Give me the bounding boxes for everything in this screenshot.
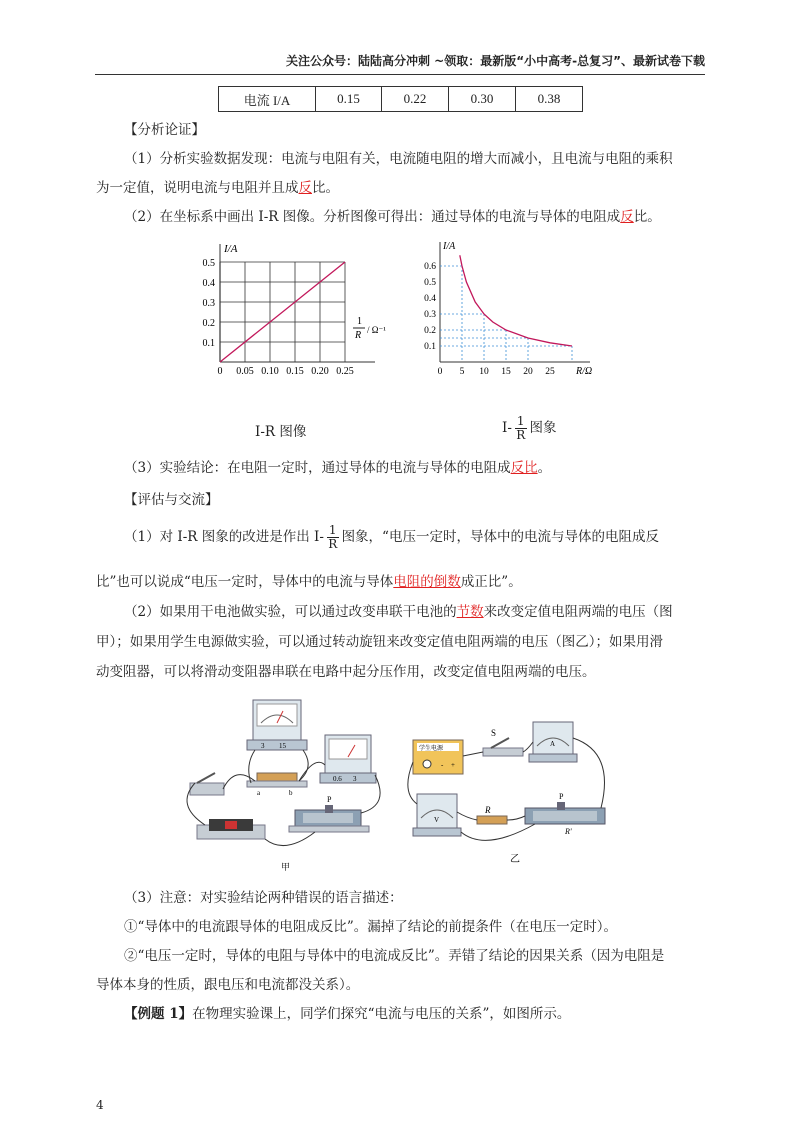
y-axis-label: I/A [224, 243, 238, 255]
x-tick-label: 5 [459, 367, 465, 377]
text: 图象 [529, 420, 557, 436]
note-2a: ②“电压一定时，导体的电阻与导体中的电流成反比”。弄错了结论的因果关系（因为电阻是 [124, 948, 665, 964]
terminal-label: - [441, 761, 444, 769]
chart-caption-left: I-R 图像 [255, 424, 307, 440]
resistor-label: R [485, 805, 491, 815]
voltmeter [247, 700, 307, 750]
ammeter [529, 722, 577, 762]
fixed-resistor [247, 773, 307, 797]
y-tick-label: 0.6 [424, 262, 436, 272]
x-tick-label: 10 [479, 367, 489, 377]
switch [483, 728, 523, 756]
text: I- [502, 420, 512, 436]
fixed-resistor [477, 805, 507, 824]
meter-label: 15 [279, 742, 286, 750]
y-axis-label: I/A [443, 241, 456, 252]
table-cell: 0.22 [382, 87, 449, 112]
example-label: 【例题 1】 [124, 1006, 193, 1022]
y-tick-label: 0.5 [202, 258, 215, 269]
numerator: 1 [516, 414, 525, 428]
figure-caption: 乙 [510, 854, 520, 865]
evaluation-heading: 【评估与交流】 [124, 492, 219, 508]
table-cell: 0.38 [516, 87, 583, 112]
x-tick-label: 25 [545, 367, 555, 377]
table-label: 电流 I/A [219, 87, 316, 112]
text: 比。 [633, 209, 661, 225]
fraction [327, 524, 339, 551]
text: （1）对 I-R 图象的改进是作出 I- [124, 529, 324, 545]
x-tick-label: 0.25 [336, 366, 354, 377]
text: （2）在坐标系中画出 I-R 图像。分析图像可得出：通过导体的电流与导体的电阻成 [124, 209, 621, 225]
rheostat [525, 792, 605, 836]
text: （3）实验结论：在电阻一定时，通过导体的电流与导体的电阻成 [124, 460, 511, 476]
current-table [218, 86, 583, 112]
answer-text: 电阻的倒数 [393, 574, 461, 590]
text: （2）如果用干电池做实验，可以通过改变串联干电池的 [124, 604, 457, 620]
example-text: 在物理实验课上，同学们探究“电流与电压的关系”，如图所示。 [192, 1006, 571, 1022]
circuit-figure-jia [175, 695, 395, 875]
meter-label: 0.6 [333, 775, 342, 783]
series-line [220, 262, 345, 362]
y-tick-label: 0.3 [424, 310, 436, 320]
text: 为一定值，说明电流与电阻并且成 [96, 180, 299, 196]
x-axis-label-denominator: R [355, 330, 362, 341]
rheostat-label: R' [565, 827, 572, 836]
answer-text: 反 [620, 209, 634, 225]
text: 来改变定值电阻两端的电压（图 [483, 604, 673, 620]
x-tick-label: 20 [523, 367, 533, 377]
y-tick-label: 0.4 [424, 294, 436, 304]
numerator: 1 [328, 523, 337, 537]
example-line [124, 1004, 570, 1024]
chart-caption-right [502, 414, 557, 442]
ammeter [320, 735, 376, 783]
answer-text: 反 [298, 180, 312, 196]
rheostat [289, 795, 369, 832]
table-row [219, 87, 583, 112]
evaluation-p2b: 甲）；如果用学生电源做实验，可以通过转动旋钮来改变定值电阻两端的电压（图乙）；如果用滑 [96, 634, 663, 650]
text: 。 [537, 460, 552, 476]
evaluation-p1b [96, 572, 522, 592]
y-tick-label: 0.2 [424, 326, 436, 336]
answer-text: 节数 [456, 604, 484, 620]
y-tick-label: 0.1 [202, 338, 215, 349]
meter-label: 3 [353, 775, 357, 783]
supply-label: 学生电源 [419, 746, 444, 752]
switch-label: S [491, 728, 497, 738]
x-tick-label: 0 [437, 367, 443, 377]
text: 成正比”。 [460, 574, 522, 590]
circuit-figure-yi [405, 712, 620, 872]
page-number: 4 [96, 1098, 104, 1112]
analysis-p1b [96, 178, 339, 198]
denominator: R [516, 428, 526, 442]
y-tick-label: 0.4 [202, 278, 215, 289]
x-tick-label: 15 [501, 367, 511, 377]
text: 图象，“电压一定时，导体中的电流与导体的电阻成反 [341, 529, 659, 545]
power-supply [413, 740, 463, 774]
evaluation-p2a [124, 602, 673, 622]
x-tick-label: 0.10 [261, 366, 279, 377]
text: 比。 [312, 180, 339, 196]
i-vs-inverse-r-chart [190, 238, 400, 388]
x-tick-label: 0.15 [286, 366, 304, 377]
x-axis-label-numerator: 1 [357, 316, 362, 327]
analysis-p2 [124, 207, 661, 227]
slider-label: P [559, 792, 564, 801]
denominator: R [328, 537, 338, 551]
fraction [515, 415, 527, 442]
evaluation-p2c: 动变阻器，可以将滑动变阻器串联在电路中起分压作用，改变定值电阻两端的电压。 [96, 664, 596, 680]
evaluation-p1 [124, 522, 659, 552]
analysis-p1a: （1）分析实验数据发现：电流与电阻有关，电流随电阻的增大而减小，且电流与电阻的乘积 [124, 151, 673, 167]
x-axis-label: R/Ω [576, 366, 593, 377]
battery-holder [197, 819, 265, 839]
text: 比”也可以说成“电压一定时，导体中的电流与导体 [96, 574, 394, 590]
y-tick-label: 0.5 [424, 278, 436, 288]
note-p3: （3）注意：对实验结论两种错误的语言描述： [124, 890, 403, 906]
x-tick-label: 0.05 [236, 366, 254, 377]
switch [190, 773, 224, 795]
page-header: 关注公众号：陆陆高分冲刺 ~领取：最新版“小中高考-总复习”、最新试卷下载 [95, 52, 705, 75]
table-cell: 0.15 [316, 87, 382, 112]
meter-label: 3 [261, 742, 265, 750]
table-cell: 0.30 [449, 87, 516, 112]
note-1: ①“导体中的电流跟导体的电阻成反比”。漏掉了结论的前提条件（在电压一定时）。 [124, 919, 618, 935]
x-tick-label: 0.20 [311, 366, 329, 377]
meter-label: V [434, 816, 440, 824]
conclusion [124, 458, 551, 478]
y-tick-label: 0.3 [202, 298, 215, 309]
i-vs-r-chart [410, 238, 600, 388]
figure-caption: 甲 [281, 862, 291, 872]
analysis-heading: 【分析论证】 [124, 122, 205, 138]
terminal-label: a [257, 789, 261, 797]
note-2b: 导体本身的性质，跟电压和电流都没关系）。 [96, 977, 360, 993]
series-curve [460, 255, 572, 346]
x-tick-label: 0 [217, 366, 223, 377]
y-tick-label: 0.2 [202, 318, 215, 329]
slider-label: P [327, 795, 332, 804]
voltmeter [413, 794, 461, 836]
y-tick-label: 0.1 [424, 342, 436, 352]
answer-text: 反比 [510, 460, 538, 476]
x-axis-label-unit: / Ω⁻¹ [367, 325, 386, 335]
terminal-label: b [289, 789, 293, 797]
meter-label: A [550, 740, 556, 748]
terminal-label: + [451, 761, 455, 769]
